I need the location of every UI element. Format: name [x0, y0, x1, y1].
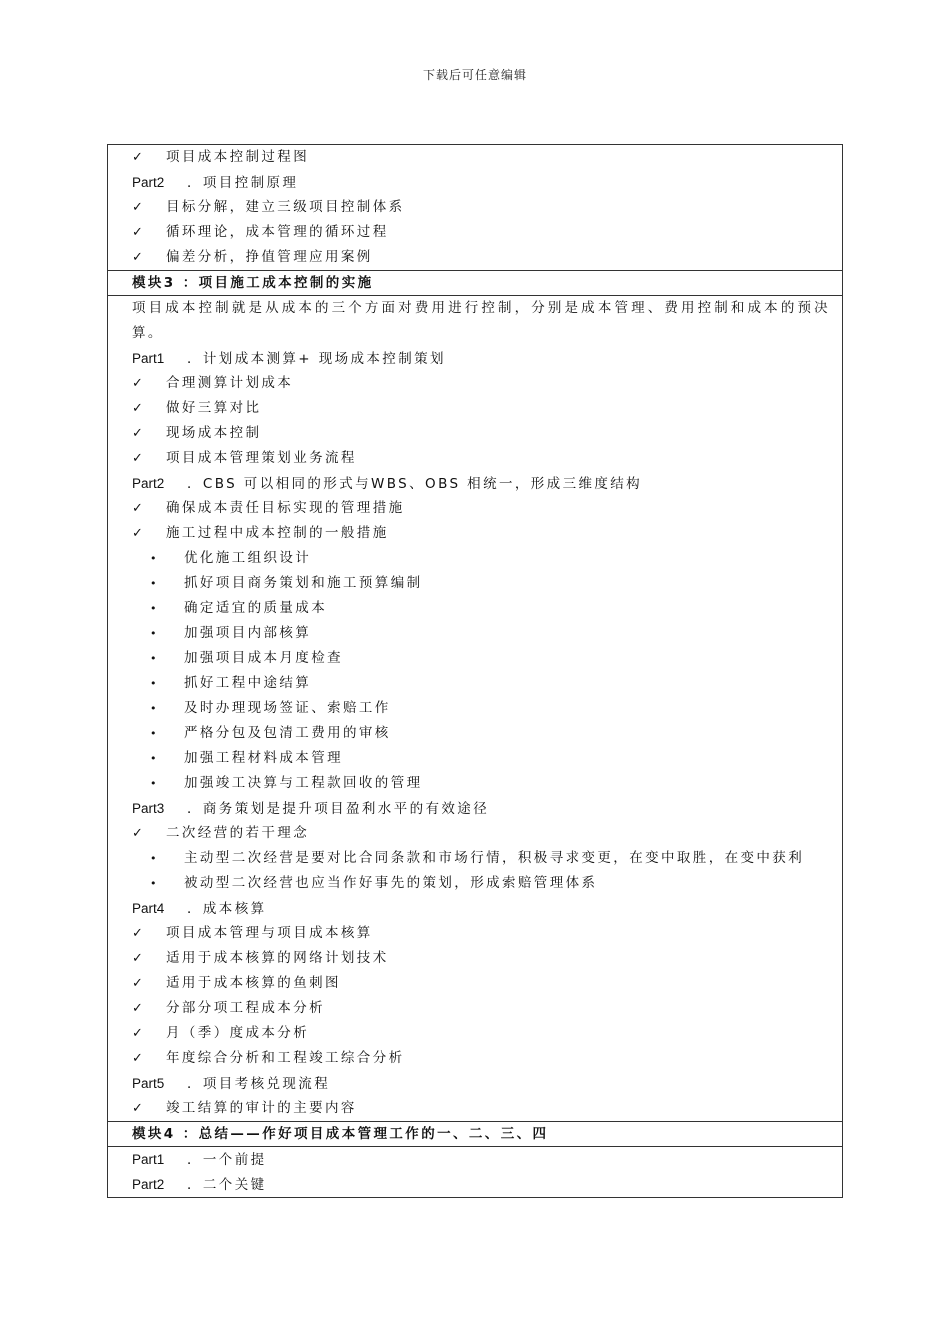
checklist-item: [132, 496, 830, 521]
bullet-item: [132, 771, 830, 796]
check-icon: ✓: [132, 501, 143, 516]
bullet-icon: •: [150, 777, 157, 790]
bullet-icon: •: [150, 652, 157, 665]
checklist-item-text: 合理测算计划成本: [166, 375, 294, 391]
bullet-item: [132, 696, 830, 721]
part-label: Part5: [132, 1076, 165, 1091]
check-icon: ✓: [132, 926, 143, 941]
bullet-icon: •: [150, 627, 157, 640]
bullet-item: [132, 871, 830, 896]
checklist-item-text: 偏差分析，挣值管理应用案例: [166, 249, 373, 265]
checklist-item: [132, 145, 830, 170]
page-header: 下载后可任意编辑: [422, 68, 527, 82]
check-icon: ✓: [132, 426, 143, 441]
checklist-item: [132, 396, 830, 421]
bullet-item-text: 加强工程材料成本管理: [184, 750, 343, 766]
checklist-item-text: 适用于成本核算的鱼刺图: [166, 975, 341, 991]
checklist-item-text: 适用于成本核算的网络计划技术: [166, 950, 389, 966]
checklist-item-text: 分部分项工程成本分析: [166, 1000, 325, 1016]
part-heading: [132, 1147, 830, 1172]
checklist-item-text: 二次经营的若干理念: [166, 825, 310, 841]
bullet-item-text: 严格分包及包清工费用的审核: [184, 725, 391, 741]
check-icon: ✓: [132, 951, 143, 966]
bullet-icon: •: [150, 852, 157, 865]
bullet-item: [132, 571, 830, 596]
part-title: ．项目控制原理: [187, 175, 299, 191]
bullet-icon: •: [150, 702, 157, 715]
part-heading: [132, 1172, 830, 1197]
check-icon: ✓: [132, 826, 143, 841]
checklist-item: [132, 195, 830, 220]
bullet-icon: •: [150, 577, 157, 590]
checklist-item-text: 项目成本管理与项目成本核算: [166, 925, 373, 941]
bullet-icon: •: [150, 752, 157, 765]
part-title: ．一个前提: [187, 1152, 267, 1168]
module3-heading: 模块3 ：项目施工成本控制的实施: [108, 271, 842, 296]
checklist-item-text: 月（季）度成本分析: [166, 1025, 310, 1041]
bullet-icon: •: [150, 877, 157, 890]
checklist-item: [132, 446, 830, 471]
part-label: Part2: [132, 175, 165, 190]
part-title: ．计划成本测算+ 现场成本控制策划: [187, 351, 446, 367]
checklist-item-text: 确保成本责任目标实现的管理措施: [166, 500, 405, 516]
module3-intro: 项目成本控制就是从成本的三个方面对费用进行控制，分别是成本管理、费用控制和成本的预决算。: [132, 300, 830, 341]
checklist-item: [132, 220, 830, 245]
bullet-icon: •: [150, 727, 157, 740]
bullet-item-text: 优化施工组织设计: [184, 550, 312, 566]
check-icon: ✓: [132, 150, 143, 165]
bullet-item: [132, 596, 830, 621]
bullet-item-text: 抓好项目商务策划和施工预算编制: [184, 575, 423, 591]
part-heading: [132, 471, 830, 496]
bullet-item: [132, 721, 830, 746]
bullet-item-text: 加强项目内部核算: [184, 625, 312, 641]
part-title: ．CBS 可以相同的形式与WBS、OBS 相统一，形成三维度结构: [187, 476, 643, 492]
checklist-item-text: 做好三算对比: [166, 400, 262, 416]
checklist-item: [132, 521, 830, 546]
check-icon: ✓: [132, 1026, 143, 1041]
check-icon: ✓: [132, 1051, 143, 1066]
checklist-item: [132, 1096, 830, 1121]
checklist-item: [132, 245, 830, 270]
section-module3: [108, 296, 842, 1122]
check-icon: ✓: [132, 401, 143, 416]
check-icon: ✓: [132, 376, 143, 391]
bullet-item-text: 被动型二次经营也应当作好事先的策划，形成索赔管理体系: [184, 875, 598, 891]
section-module4: [108, 1147, 842, 1197]
checklist-item: [132, 421, 830, 446]
checklist-item: [132, 946, 830, 971]
bullet-item-text: 主动型二次经营是要对比合同条款和市场行情，积极寻求变更，在变中取胜，在变中获利: [184, 850, 805, 866]
checklist-item-text: 年度综合分析和工程竣工综合分析: [166, 1050, 405, 1066]
bullet-item-text: 加强项目成本月度检查: [184, 650, 343, 666]
part-label: Part1: [132, 351, 165, 366]
checklist-item-text: 项目成本管理策划业务流程: [166, 450, 357, 466]
check-icon: ✓: [132, 225, 143, 240]
bullet-item: [132, 646, 830, 671]
bullet-item: [132, 846, 830, 871]
checklist-item: [132, 1046, 830, 1071]
bullet-icon: •: [150, 552, 157, 565]
checklist-item: [132, 1021, 830, 1046]
part-title: ．成本核算: [187, 901, 267, 917]
bullet-icon: •: [150, 677, 157, 690]
part-label: Part1: [132, 1152, 165, 1167]
part-heading: [132, 896, 830, 921]
part-heading: [132, 170, 830, 195]
bullet-item-text: 抓好工程中途结算: [184, 675, 312, 691]
bullet-item: [132, 546, 830, 571]
part-title: ．项目考核兑现流程: [187, 1076, 331, 1092]
check-icon: ✓: [132, 1001, 143, 1016]
check-icon: ✓: [132, 451, 143, 466]
bullet-item-text: 及时办理现场签证、索赔工作: [184, 700, 391, 716]
checklist-item-text: 竣工结算的审计的主要内容: [166, 1100, 357, 1116]
part-heading: [132, 1071, 830, 1096]
checklist-item-text: 现场成本控制: [166, 425, 262, 441]
part-label: Part2: [132, 1177, 165, 1192]
module4-heading: 模块4 ：总结——作好项目成本管理工作的一、二、三、四: [108, 1122, 842, 1147]
bullet-icon: •: [150, 602, 157, 615]
bullet-item: [132, 671, 830, 696]
bullet-item: [132, 621, 830, 646]
part-title: ．商务策划是提升项目盈利水平的有效途径: [187, 801, 490, 817]
bullet-item-text: 加强竣工决算与工程款回收的管理: [184, 775, 423, 791]
checklist-item: [132, 921, 830, 946]
bullet-item-text: 确定适宜的质量成本: [184, 600, 328, 616]
checklist-item-text: 目标分解，建立三级项目控制体系: [166, 199, 405, 215]
bullet-item: [132, 746, 830, 771]
part-heading: [132, 346, 830, 371]
check-icon: ✓: [132, 250, 143, 265]
part-label: Part4: [132, 901, 165, 916]
checklist-item: [132, 996, 830, 1021]
section-module2-tail: [108, 145, 842, 271]
checklist-item-text: 项目成本控制过程图: [166, 149, 310, 165]
document-table: [107, 144, 843, 1198]
part-title: ．二个关键: [187, 1177, 267, 1193]
checklist-item-text: 循环理论，成本管理的循环过程: [166, 224, 389, 240]
check-icon: ✓: [132, 526, 143, 541]
check-icon: ✓: [132, 1101, 143, 1116]
part-label: Part2: [132, 476, 165, 491]
check-icon: ✓: [132, 976, 143, 991]
checklist-item: [132, 371, 830, 396]
checklist-item: [132, 971, 830, 996]
check-icon: ✓: [132, 200, 143, 215]
part-heading: [132, 796, 830, 821]
part-label: Part3: [132, 801, 165, 816]
checklist-item: [132, 821, 830, 846]
checklist-item-text: 施工过程中成本控制的一般措施: [166, 525, 389, 541]
